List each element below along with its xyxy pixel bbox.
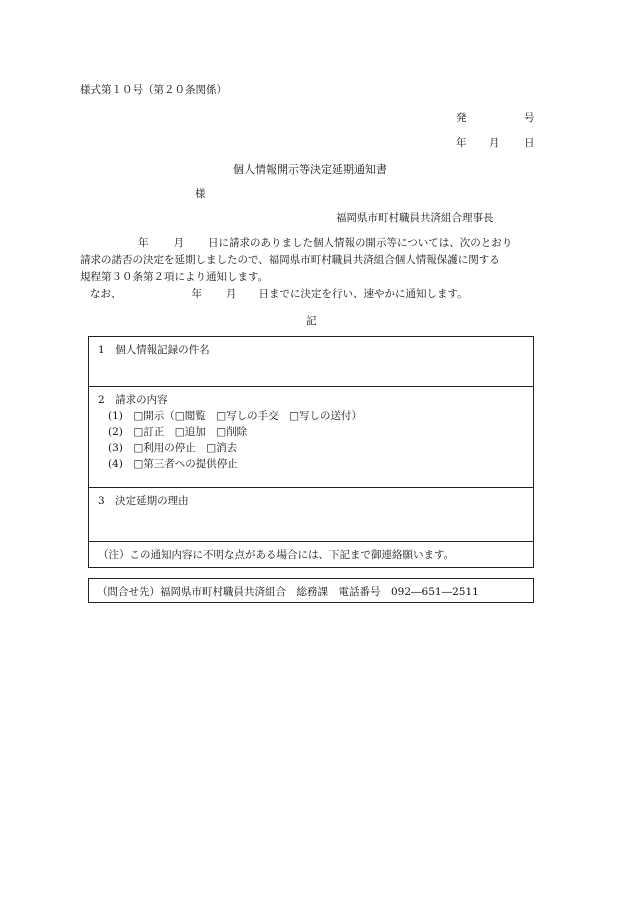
request-option-1: (1) □開示（□閲覧 □写しの手交 □写しの送付） [108,410,363,422]
deadline-month: 月 [226,288,237,300]
deadline-year: 年 [191,288,202,300]
request-option-2: (2) □訂正 □追加 □削除 [108,426,248,438]
section-record-title-label: 1 個人情報記録の件名 [98,344,210,356]
body-year: 年 [138,237,149,249]
section-extension-reason [89,488,533,542]
request-option-4: (4) □第三者への提供停止 [108,458,238,470]
form-label: 様式第１０号（第２０条関係） [80,84,227,96]
note-text: （注）この通知内容に不明な点がある場合には、下記まで御連絡願います。 [98,549,455,561]
section-record-title [89,337,533,387]
body-line-2: 請求の諾否の決定を延期しましたので、福岡県市町村職員共済組合個人情報保護に関する [80,254,500,266]
issuer-name: 福岡県市町村職員共済組合理事長 [336,212,494,224]
issue-number-label: 発 [456,112,467,124]
section-request-content-label: 2 請求の内容 [98,394,168,406]
document-title: 個人情報開示等決定延期通知書 [233,163,387,176]
details-table [88,336,534,568]
body-line-3: 規程第３０条第２項により通知します。 [80,271,269,283]
section-request-content [89,387,533,488]
request-option-3: (3) □利用の停止 □消去 [108,442,238,454]
addressee-suffix: 様 [195,188,206,200]
contact-box [88,578,534,603]
body-line-4 [80,286,550,303]
body-line-1-text: 日に請求のありました個人情報の開示等については、次のとおり [208,237,513,249]
section-extension-reason-label: 3 決定延期の理由 [98,495,189,507]
date-month-label: 月 [489,137,500,149]
body-line-1 [80,235,550,252]
date-year-label: 年 [456,137,467,149]
body-nao: なお、 [90,288,122,300]
body-month: 月 [173,237,184,249]
contact-text: （問合せ先）福岡県市町村職員共済組合 総務課 電話番号 092―651―2511 [97,586,479,598]
ki-heading: 記 [306,315,317,327]
body-paragraph [80,235,550,303]
date-day-label: 日 [524,137,535,149]
note-row [89,542,533,567]
body-line-4-text: 日までに決定を行い、速やかに通知します。 [258,288,468,300]
issue-number-suffix: 号 [524,112,535,124]
